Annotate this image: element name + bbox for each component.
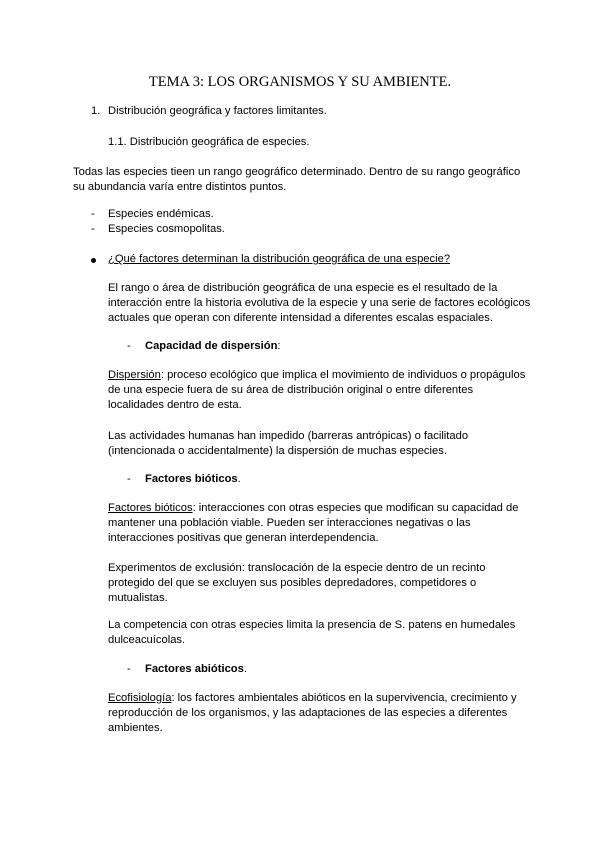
- bioticos-line-1: [108, 501, 518, 517]
- intro-line-1: Todas las especies tieen un rango geográfico determinado. Dentro de su rango geográfico: [73, 166, 521, 178]
- human-line-1: Las actividades humanas han impedido (barreras antrópicas) o facilitado: [108, 430, 469, 442]
- term-dispersion: Dispersión: [108, 369, 161, 381]
- bullet-dot-icon: [91, 258, 96, 263]
- exclusion-line-3: mutualistas.: [108, 592, 168, 604]
- dispersion-line-1: [108, 368, 525, 384]
- dispersion-line-2: de una especie fuera de su área de distribución original o entre diferentes: [108, 384, 474, 396]
- bioticos-line-2: mantener una población viable. Pueden ser interacciones negativas o las: [108, 517, 471, 529]
- section-number: 1.: [91, 105, 101, 117]
- intro-line-2: su abundancia varía entre distintos puntos.: [73, 181, 287, 193]
- heading-abioticos-text: Factores abióticos: [145, 663, 244, 675]
- answer-line-2: interacción entre la historia evolutiva de la especie y una serie de factores ecológicos: [108, 297, 531, 309]
- subsection-heading: 1.1. Distribución geográfica de especies.: [108, 136, 310, 148]
- term-ecofisiologia: Ecofisiología: [108, 692, 172, 704]
- list-item-cosmopolitas: Especies cosmopolitas.: [108, 223, 225, 235]
- heading-bioticos-text: Factores bióticos: [145, 473, 238, 485]
- list-dash: -: [127, 663, 131, 675]
- abioticos-line-1-rest: : los factores ambientales abióticos en la supervivencia, crecimiento y: [171, 692, 517, 704]
- competition-line-1: La competencia con otras especies limita la presencia de S. patens en humedales: [108, 619, 516, 631]
- answer-line-3: actuales que operan con diferente intensidad a diferentes escalas espaciales.: [108, 312, 493, 324]
- bioticos-line-1-rest: : interacciones con otras especies que modifican su capacidad de: [192, 502, 519, 514]
- heading-dispersion: [145, 339, 281, 355]
- heading-abioticos-suffix: .: [243, 663, 247, 675]
- question-heading: ¿Qué factores determinan la distribución geográfica de una especie?: [108, 253, 451, 265]
- heading-abioticos: [145, 662, 247, 678]
- heading-dispersion-text: Capacidad de dispersión: [145, 340, 278, 352]
- exclusion-line-2: protegido del que se excluyen sus posibles depredadores, competidores o: [108, 577, 477, 589]
- human-line-2: (intencionada o accidentalmente) la dispersión de muchas especies.: [108, 445, 447, 457]
- heading-dispersion-suffix: :: [277, 340, 281, 352]
- heading-bioticos: [145, 472, 241, 488]
- list-dash: -: [127, 473, 131, 485]
- abioticos-line-3: ambientes.: [108, 722, 163, 734]
- dispersion-line-1-rest: : proceso ecológico que implica el movimiento de individuos o propágulos: [160, 369, 526, 381]
- heading-bioticos-suffix: .: [237, 473, 241, 485]
- answer-line-1: El rango o área de distribución geográfica de una especie es el resultado de la: [108, 282, 498, 294]
- section-heading: Distribución geográfica y factores limitantes.: [108, 105, 327, 117]
- page-title: TEMA 3: LOS ORGANISMOS Y SU AMBIENTE.: [148, 74, 452, 90]
- competition-line-2: dulceacuícolas.: [108, 634, 186, 646]
- term-bioticos: Factores bióticos: [108, 502, 193, 514]
- list-dash: -: [127, 340, 131, 352]
- exclusion-line-1: Experimentos de exclusión: translocación de la especie dentro de un recinto: [108, 562, 486, 574]
- bioticos-line-3: interacciones positivas que generan interdependencia.: [108, 532, 379, 544]
- list-dash: -: [91, 223, 95, 235]
- abioticos-line-2: reproducción de los organismos, y las adaptaciones de las especies a diferentes: [108, 707, 508, 719]
- abioticos-line-1: [108, 691, 517, 707]
- list-item-endemicas: Especies endémicas.: [108, 208, 214, 220]
- dispersion-line-3: localidades dentro de esta.: [108, 399, 242, 411]
- list-dash: -: [91, 208, 95, 220]
